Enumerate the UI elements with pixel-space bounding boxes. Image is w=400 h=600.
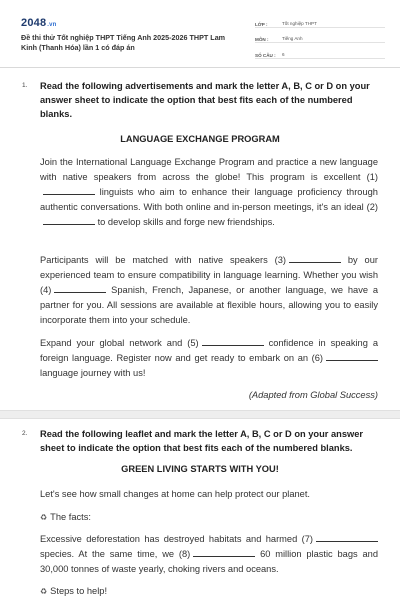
page-header [0, 0, 400, 68]
question-1 [0, 79, 400, 121]
exam-meta [255, 14, 385, 61]
meta-label: SỐ CÂU : [255, 52, 276, 58]
meta-value: 6 [282, 51, 285, 57]
text: Join the International Language Exchange Program and practice a new language with native speakers from across the globe! This program is excellent (1) [40, 157, 378, 182]
text: linguists who aim to enhance their language proficiency through authentic conversations. With both online and in-person meetings, it's an ideal (2) [40, 187, 378, 212]
meta-row-count [255, 45, 385, 59]
meta-row-subject [255, 30, 385, 44]
blank-5 [202, 337, 264, 346]
meta-label: LỚP : [255, 21, 268, 27]
question-number: 2. [22, 430, 28, 437]
steps-label: Steps to help! [50, 586, 108, 596]
passage-1-paragraph-2 [40, 253, 378, 328]
blank-4 [54, 284, 106, 293]
meta-value: Tốt nghiệp THPT [282, 20, 317, 26]
blank-7 [316, 533, 378, 542]
exam-title: Đề thi thử Tốt nghiệp THPT Tiếng Anh 2025-2026 THPT Lam Kinh (Thanh Hóa) lần 1 có đáp án [21, 33, 226, 52]
blank-2 [43, 216, 95, 225]
passage-1-source: (Adapted from Global Success) [248, 390, 378, 400]
text: by our experienced team to ensure compatibility in language learning. Whether you wish (4) [40, 255, 378, 295]
site-logo[interactable] [21, 17, 57, 29]
meta-label: MÔN : [255, 37, 269, 42]
text: to develop skills and forge new friendships. [97, 217, 275, 227]
text: Excessive deforestation has destroyed habitats and harmed (7) [40, 534, 313, 544]
question-2 [0, 427, 400, 455]
meta-value: Tiếng Anh [282, 36, 303, 41]
instruction-text: Read the following leaflet and mark the letter A, B, C or D on your answer sheet to indicate the option that best fits each of the numbered blanks. [40, 429, 364, 453]
facts-heading [40, 510, 378, 525]
text: 60 million plastic bags and 30,000 tonnes of waste yearly, choking rivers and oceans. [40, 549, 378, 574]
blank-6 [326, 352, 378, 361]
steps-heading [40, 584, 378, 599]
text: species. At the same time, we (8) [40, 549, 191, 559]
passage-1-paragraph-3 [40, 336, 378, 381]
logo-main: 2048 [21, 17, 47, 29]
question-number: 1. [22, 82, 28, 89]
passage-1-paragraph-1 [40, 155, 378, 230]
passage-2-paragraph-1 [40, 532, 378, 577]
blank-1 [43, 186, 95, 195]
blank-8 [193, 548, 255, 557]
text: confidence in speaking a foreign language. Register now and get ready to embark on an (6) [40, 338, 378, 363]
instruction-text: Read the following advertisements and mark the letter A, B, C or D on your answer sheet to indicate the option that best fits each of the numbered blanks. [40, 81, 370, 119]
facts-label: The facts: [50, 512, 91, 522]
question-1-instruction [0, 79, 400, 121]
blank-3 [289, 254, 341, 263]
text: language journey with us! [40, 368, 146, 378]
passage-1-title: LANGUAGE EXCHANGE PROGRAM [120, 134, 280, 144]
meta-row-class [255, 14, 385, 28]
text: Spanish, French, Japanese, or another language, we have a partner for you. All sessions are available at flexible hours, allowing you to easily incorporate them into your schedule. [40, 285, 378, 325]
passage-2-intro: Let's see how small changes at home can help protect our planet. [40, 489, 310, 499]
passage-2-title: GREEN LIVING STARTS WITH YOU! [121, 464, 279, 474]
recycle-icon: ♻ [40, 513, 48, 522]
text: Participants will be matched with native speakers (3) [40, 255, 286, 265]
section-divider [0, 410, 400, 419]
logo-suffix: .vn [47, 22, 57, 28]
question-2-instruction [0, 427, 400, 455]
text: Expand your global network and (5) [40, 338, 199, 348]
recycle-icon: ♻ [40, 587, 48, 596]
